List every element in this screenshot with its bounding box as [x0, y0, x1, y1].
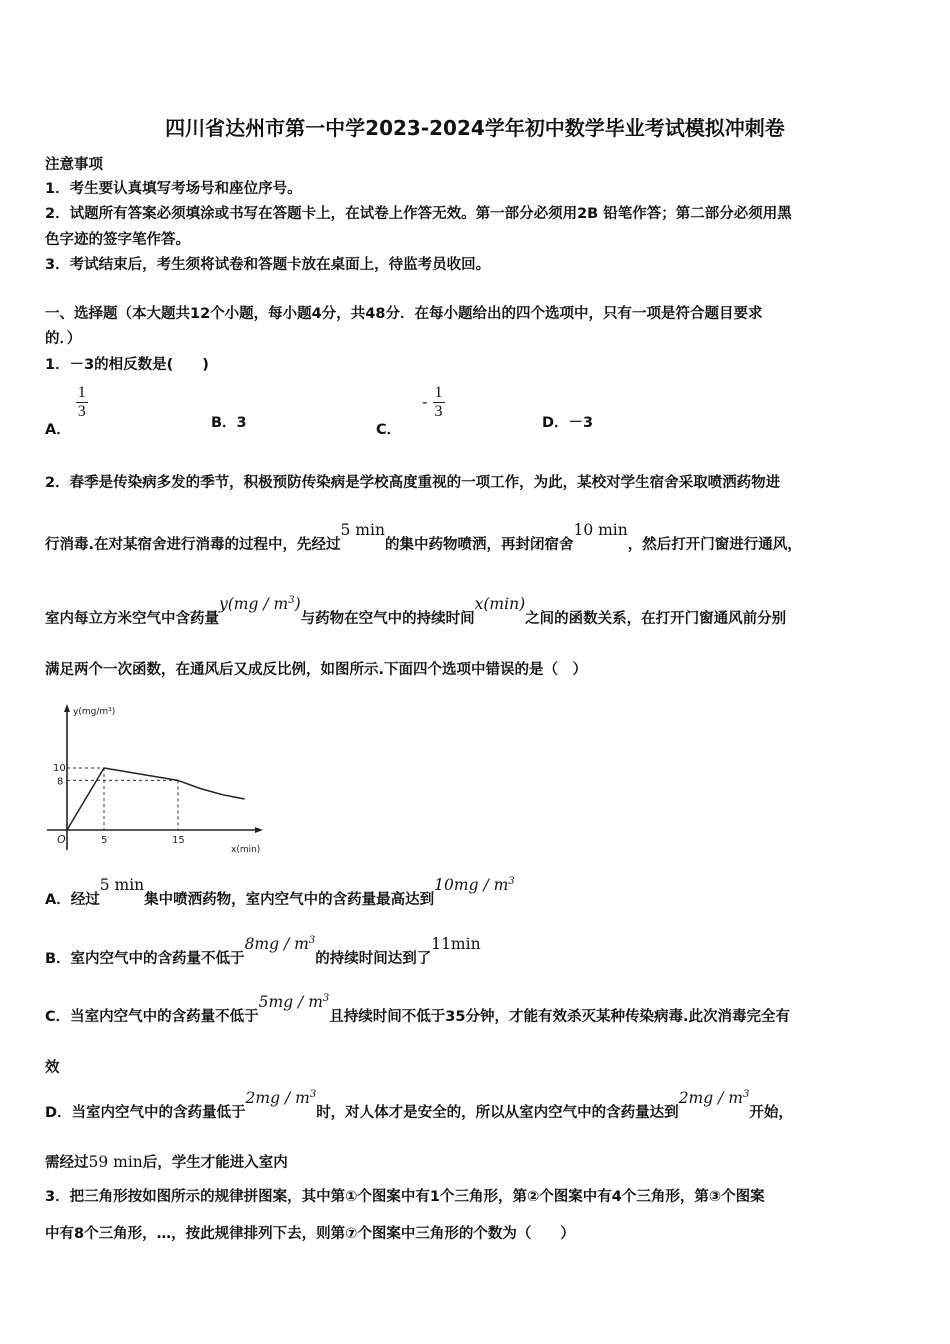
- y-axis-label: y(mg/m³): [73, 707, 116, 717]
- section1-heading-cont: 的．）: [45, 331, 82, 347]
- q2-graph: [45, 700, 275, 865]
- y-axis-arrow: [64, 704, 70, 712]
- x-axis-label: x(min): [231, 845, 261, 855]
- x-tick-15: 15: [172, 835, 185, 846]
- q1-stem: 1．－3的相反数是( ): [45, 357, 209, 373]
- page-title: 四川省达州市第一中学2023-2024学年初中数学毕业考试模拟冲刺卷: [165, 116, 785, 140]
- notice-item-1: 1．考生要认真填写考场号和座位序号。: [45, 181, 302, 197]
- q2-option-b: B．室内空气中的含药量不低于$8mg / m^3$的持续时间达到了11min: [45, 934, 481, 967]
- origin-label: O: [57, 833, 66, 846]
- q3-line-1: 3．把三角形按如图所示的规律拼图案，其中第①个图案中有1个三角形，第②个图案中有4个三角形，第③个图案: [45, 1189, 765, 1205]
- notice-item-3: 3．考试结束后，考生须将试卷和答题卡放在桌面上，待监考员收回。: [45, 257, 491, 273]
- fraction-neg-one-third: $\frac{1}{3}$: [434, 384, 443, 420]
- y-tick-8: 8: [57, 776, 64, 788]
- q2-option-d-cont: 需经过59 min后，学生才能进入室内: [45, 1153, 288, 1171]
- notice-item-2: 2．试题所有答案必须填涂或书写在答题卡上，在试卷上作答无效。第一部分必须用2B 铅笔作答；第二部分必须用黑: [45, 206, 792, 222]
- q2-option-a: A．经过5 min集中喷洒药物，室内空气中的含药量最高达到$10mg / m^3$: [45, 875, 515, 908]
- q2-line-2: 行消毒.在对某宿舍进行消毒的过程中，先经过5 min的集中药物喷洒，再封闭宿舍10 min，然后打开门窗进行通风，: [45, 521, 802, 553]
- q3-line-2: 中有8个三角形，…，按此规律排列下去，则第⑦个图案中三角形的个数为（ ）: [45, 1226, 575, 1242]
- q2-option-d: D．当室内空气中的含药量低于$2mg / m^3$时，对人体才是安全的，所以从室内空气中的含药量达到$2mg / m^3$开始，: [45, 1088, 793, 1121]
- x-tick-5: 5: [101, 835, 108, 846]
- notice-item-2-cont: 色字迹的签字笔作答。: [45, 232, 190, 248]
- y-tick-10: 10: [53, 763, 66, 774]
- q2-line-4: 满足两个一次函数，在通风后又成反比例，如图所示.下面四个选项中错误的是（ ）: [45, 662, 588, 678]
- series-ventilate: [178, 780, 245, 799]
- series-spray: [67, 768, 104, 830]
- q1-option-d: D．－3: [542, 415, 594, 431]
- q2-option-c: C．当室内空气中的含药量不低于$5mg / m^3$且持续时间不低于35分钟，才能有效杀灭某种传染病毒.此次消毒完全有: [45, 992, 790, 1025]
- q2-line-1: 2．春季是传染病多发的季节，积极预防传染病是学校高度重视的一项工作，为此，某校对学生宿舍采取喷洒药物进: [45, 475, 781, 491]
- series-sealed: [104, 768, 178, 780]
- q2-line-3: 室内每立方米空气中含药量$y(mg / m^3)$与药物在空气中的持续时间x(min)之间的函数关系，在打开门窗通风前分别: [45, 594, 787, 627]
- q2-option-c-cont: 效: [45, 1060, 60, 1076]
- x-axis-arrow: [255, 827, 263, 833]
- q1-option-b: B．3: [211, 415, 247, 431]
- section1-heading: 一、选择题（本大题共12个小题，每小题4分，共48分．在每小题给出的四个选项中，只有一项是符合题目要求: [45, 306, 763, 322]
- q1-option-c: C． - $\frac{1}{3}$: [376, 384, 443, 438]
- q1-option-a: A． $\frac{1}{3}$: [45, 384, 86, 438]
- fraction-one-third: $\frac{1}{3}$: [77, 384, 86, 420]
- notice-heading: 注意事项: [45, 157, 103, 173]
